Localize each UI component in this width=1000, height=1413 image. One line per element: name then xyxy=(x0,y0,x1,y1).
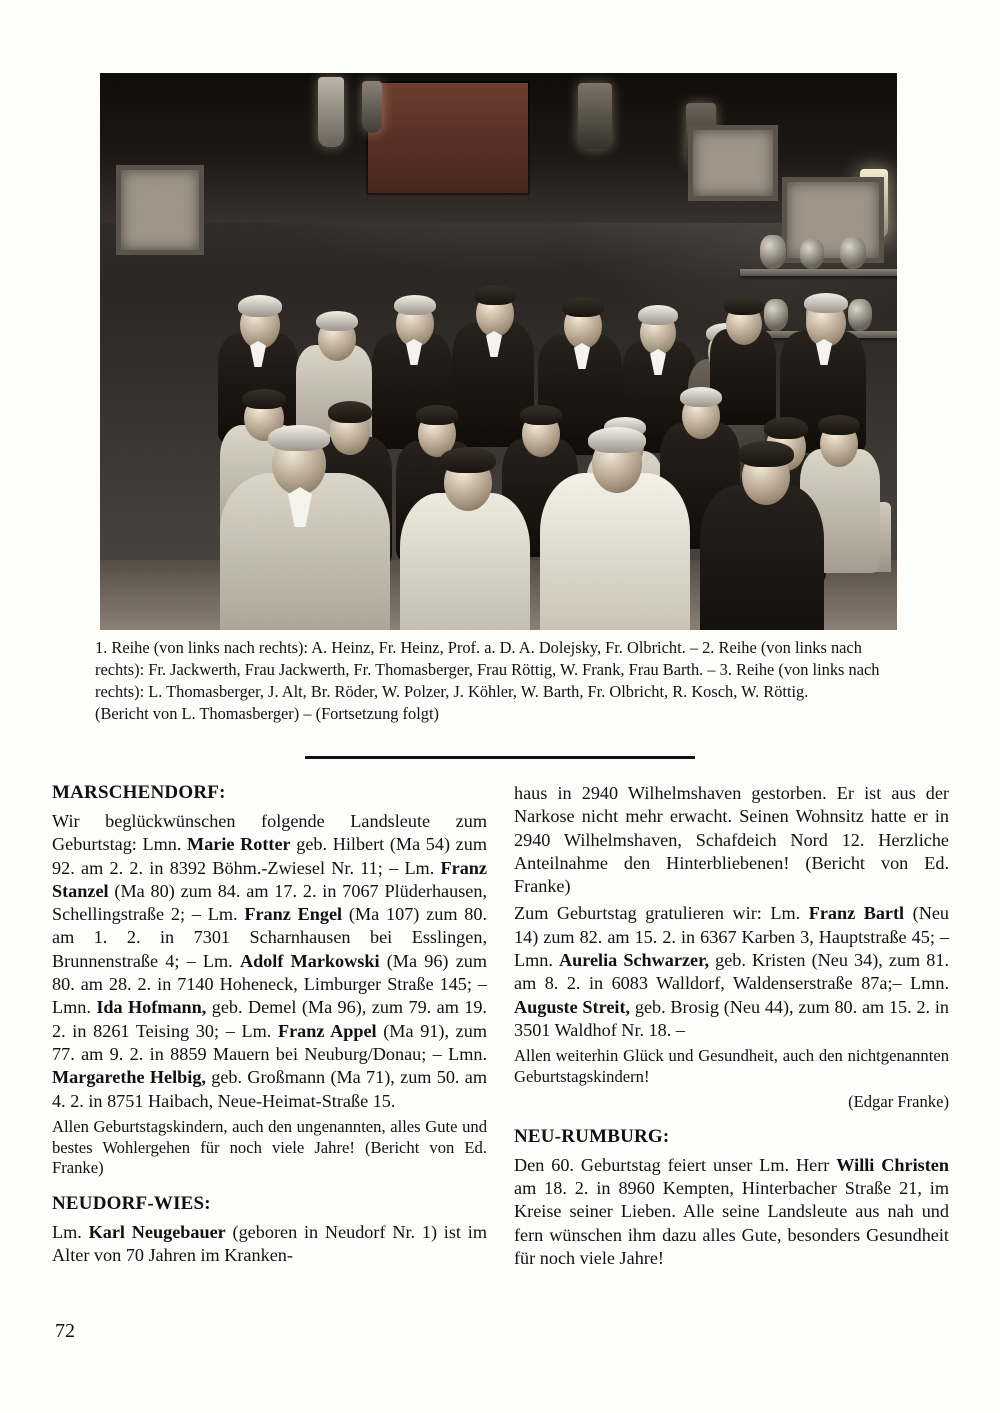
emphasis-name: Karl Neugebauer xyxy=(88,1222,226,1243)
emphasis-name: Franz Stanzel xyxy=(52,857,487,901)
text-run: geb. Hilbert (Ma 54) zum 92. am 2. 2. in 8392 Böhm.-Zwiesel Nr. 11; – Lm. xyxy=(52,834,487,878)
text-run: (Neu 14) zum 82. am 15. 2. in 6367 Karben 3, Hauptstraße 45; – Lmn. xyxy=(514,903,950,971)
emphasis-name: Willi Christen xyxy=(836,1154,949,1175)
text-run: (geboren in Neudorf Nr. 1) ist im Alter von 70 Jahren im Kranken- xyxy=(52,1222,487,1266)
group-photo xyxy=(100,73,897,630)
paragraph xyxy=(514,782,949,898)
column-left xyxy=(52,782,487,1272)
photo-caption xyxy=(95,637,905,725)
text-run: Wir beglückwünschen folgende Landsleute zum Geburtstag: Lmn. xyxy=(52,811,487,855)
caption-names: 1. Reihe (von links nach rechts): A. Heinz, Fr. Heinz, Prof. a. D. A. Dolejsky, Fr. Olbricht. – 2. Reihe (von links nach rechts): Fr. Jackwerth, Frau Jackwerth, Fr. Thomasberger, Frau Röttig, W. Frank, Frau Barth. – 3. Reihe (von links nach rechts): L. Thomasberger, J. Alt, Br. Röder, W. Polzer, J. Köhler, W. Barth, Fr. Olbricht, R. Kosch, W. Röttig. xyxy=(95,638,880,701)
text-run: (Ma 96) zum 80. am 28. 2. in 7140 Hoheneck, Limburger Straße 145; – Lmn. xyxy=(52,950,488,1018)
page-number: 72 xyxy=(55,1320,75,1342)
emphasis-name: Marie Rotter xyxy=(187,834,291,855)
text-run: Zum Geburtstag gratulieren wir: Lm. xyxy=(514,903,809,924)
column-right xyxy=(514,782,949,1274)
text-run: geb. Großmann (Ma 71), zum 50. am 4. 2. in 8751 Haibach, Neue-Heimat-Straße 15. xyxy=(52,1067,487,1111)
emphasis-name: Auguste Streit, xyxy=(514,996,631,1017)
caption-source: (Bericht von L. Thomasberger) – (Fortsetzung folgt) xyxy=(95,703,439,723)
paragraph xyxy=(52,810,487,1113)
section-heading: NEU-RUMBURG: xyxy=(514,1125,670,1147)
section-divider xyxy=(305,756,695,759)
text-run: Den 60. Geburtstag feiert unser Lm. Herr xyxy=(514,1154,837,1175)
text-run: Allen Geburtstagskindern, auch den ungenannten, alles Gute und bestes Wohlergehen für noch viele Jahre! (Bericht von Ed. Franke) xyxy=(52,1116,487,1178)
paragraph xyxy=(514,1154,949,1270)
text-run: geb. Kristen (Neu 34), zum 81. am 8. 2. in 6083 Walldorf, Waldenserstraße 87a;– Lmn. xyxy=(514,950,950,994)
paragraph xyxy=(52,1221,487,1268)
section-heading: MARSCHENDORF: xyxy=(52,782,226,803)
text-run: (Ma 107) zum 80. am 1. 2. in 7301 Scharnhausen bei Esslingen, Brunnenstraße 4; – Lm. xyxy=(52,904,487,971)
text-run: am 18. 2. in 8960 Kempten, Hinterbacher Straße 21, im Kreise seiner Lieben. Alle seine Landsleute aus nah und fern wünschen ihm dazu alles Gute, besonders Gesundheit für noch viele Jahre! xyxy=(514,1178,949,1268)
text-run: (Ma 80) zum 84. am 17. 2. in 7067 Plüderhausen, Schellingstraße 2; – Lm. xyxy=(52,880,487,925)
text-run: Lm. xyxy=(52,1222,89,1243)
paragraph xyxy=(514,902,949,1042)
text-run: geb. Demel (Ma 96), zum 79. am 19. 2. in 8261 Teising 30; – Lm. xyxy=(52,997,487,1041)
article-columns xyxy=(52,782,952,1322)
emphasis-name: Franz Appel xyxy=(277,1020,377,1041)
emphasis-name: Adolf Markowski xyxy=(239,950,380,971)
paragraph xyxy=(514,1046,949,1087)
text-run: geb. Brosig (Neu 44), zum 80. am 15. 2. in 3501 Waldhof Nr. 18. – xyxy=(514,996,949,1040)
text-run: haus in 2940 Wilhelmshaven gestorben. Er ist aus der Narkose nicht mehr erwacht. Seinen Wohnsitz hatte er in 2940 Wilhelmshaven, Schafdeich Nord 12. Herzliche Anteilnahme den Hinterbliebenen! (Bericht von Ed. Franke) xyxy=(514,783,949,897)
section-heading: NEUDORF-WIES: xyxy=(52,1193,211,1215)
emphasis-name: Franz Engel xyxy=(244,904,343,925)
emphasis-name: Ida Hofmann, xyxy=(96,997,207,1018)
emphasis-name: Margarethe Helbig, xyxy=(52,1067,206,1088)
text-run: (Ma 91), zum 77. am 9. 2. in 8859 Mauern bei Neuburg/Donau; – Lmn. xyxy=(52,1020,487,1064)
paragraph xyxy=(52,1117,487,1179)
report-signature: (Edgar Franke) xyxy=(848,1091,949,1111)
text-run: Allen weiterhin Glück und Gesundheit, auch den nichtgenannten Geburtstagskindern! xyxy=(514,1046,949,1086)
emphasis-name: Aurelia Schwarzer, xyxy=(558,950,710,971)
emphasis-name: Franz Bartl xyxy=(808,903,905,924)
